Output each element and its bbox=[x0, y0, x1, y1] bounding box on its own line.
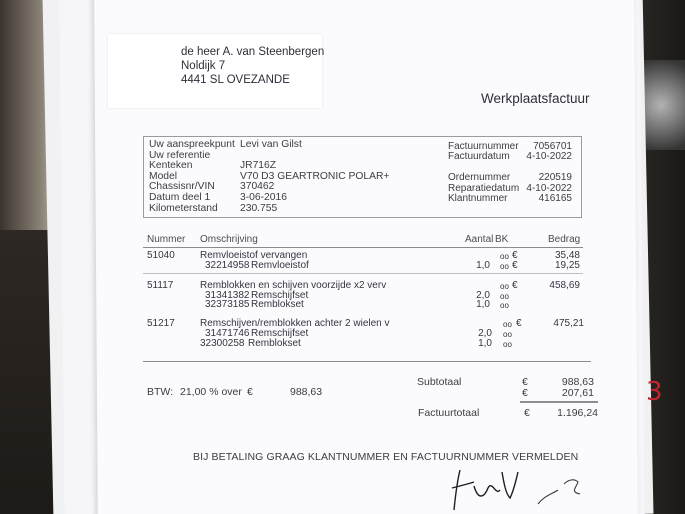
group-2-bk: oo bbox=[500, 282, 509, 291]
value-chassisnr: 370462 bbox=[240, 181, 275, 193]
group-1-line-1-bedrag: 19,25 bbox=[554, 260, 580, 271]
label-factuurnummer: Factuurnummer bbox=[448, 141, 519, 152]
value-ordernummer: 220519 bbox=[538, 172, 572, 184]
group-1-bedrag: 35,48 bbox=[554, 250, 580, 261]
group-3-nummer: 51217 bbox=[147, 318, 175, 329]
table-bottom-rule bbox=[143, 361, 591, 362]
value-reparatiedatum: 4-10-2022 bbox=[526, 182, 572, 194]
label-referentie: Uw referentie bbox=[149, 149, 211, 161]
payment-notice: BIJ BETALING GRAAG KLANTNUMMER EN FACTUURNUMMER VERMELDEN bbox=[193, 451, 579, 463]
recipient-city: 4441 SL OVEZANDE bbox=[181, 74, 290, 86]
group-2-line-1-bk: oo bbox=[500, 292, 509, 301]
document-title: Werkplaatsfactuur bbox=[481, 91, 590, 106]
group-1-euro: € bbox=[512, 250, 518, 261]
group-3-line-2-code: 32300258 bbox=[200, 338, 245, 349]
group-2-desc: Remblokken en schijven voorzijde x2 verv bbox=[200, 280, 387, 291]
col-header-bedrag: Bedrag bbox=[548, 234, 581, 245]
col-header-bk: BK bbox=[495, 234, 509, 245]
table-header-rule bbox=[143, 247, 583, 248]
group-1-line-1-euro: € bbox=[512, 260, 518, 271]
label-ordernummer: Ordernummer bbox=[448, 172, 511, 184]
group-3-desc: Remschijven/remblokken achter 2 wielen v bbox=[200, 318, 390, 329]
factuurtotaal-euro: € bbox=[524, 407, 530, 419]
value-factuurdatum: 4-10-2022 bbox=[526, 151, 572, 163]
btw-euro: € bbox=[247, 386, 253, 398]
value-factuurnummer: 7056701 bbox=[533, 141, 572, 152]
col-header-nummer: Nummer bbox=[147, 234, 186, 245]
btw-label: BTW: bbox=[147, 386, 174, 398]
handwritten-red-mark: 3 bbox=[646, 377, 663, 407]
btw-rate: 21,00 % over bbox=[180, 386, 242, 398]
col-header-aantal: Aantal bbox=[465, 234, 494, 245]
group-2-euro: € bbox=[512, 280, 518, 291]
label-kenteken: Kenteken bbox=[149, 160, 193, 172]
group-2-line-1-aantal: 2,0 bbox=[476, 290, 490, 301]
recipient-name: de heer A. van Steenbergen bbox=[181, 46, 325, 58]
group-2-line-2-aantal: 1,0 bbox=[476, 299, 490, 310]
group-2-line-2-bk: oo bbox=[500, 301, 509, 310]
btw-total-euro: € bbox=[522, 387, 528, 399]
group-2-line-2-code: 32373185 bbox=[205, 299, 250, 310]
label-kilometerstand: Kilometerstand bbox=[149, 202, 218, 214]
group-2-line-1-code: 31341382 bbox=[205, 290, 250, 301]
subtotaal-label: Subtotaal bbox=[417, 376, 462, 388]
group-3-bk: oo bbox=[503, 320, 512, 329]
value-datum-deel1: 3-06-2016 bbox=[240, 191, 287, 203]
value-model: V70 D3 GEARTRONIC POLAR+ bbox=[240, 170, 390, 182]
group-2-nummer: 51117 bbox=[147, 280, 174, 291]
group-1-line-1-bk: oo bbox=[500, 262, 509, 271]
btw-base: 988,63 bbox=[290, 386, 323, 398]
group-1-nummer: 51040 bbox=[147, 250, 175, 261]
group-1-line-1-aantal: 1,0 bbox=[476, 260, 490, 271]
info-values bbox=[240, 140, 389, 214]
label-factuurdatum: Factuurdatum bbox=[448, 151, 510, 163]
label-reparatiedatum: Reparatiedatum bbox=[448, 182, 520, 194]
handwritten-signature bbox=[440, 460, 590, 514]
group-1-line-1-code: 32214958 bbox=[205, 260, 250, 271]
label-chassisnr: Chassisnr/VIN bbox=[149, 181, 215, 193]
group-1-desc: Remvloeistof vervangen bbox=[200, 250, 308, 261]
subtotaal-euro: € bbox=[522, 376, 528, 388]
label-model: Model bbox=[149, 170, 178, 182]
group-3-line-2-bk: oo bbox=[503, 340, 512, 349]
group-1-rule bbox=[143, 273, 583, 274]
value-aanspreekpunt: Levi van Gilst bbox=[240, 139, 302, 150]
factuurtotaal-label: Factuurtotaal bbox=[418, 407, 480, 419]
group-2-line-2-desc: Remblokset bbox=[251, 299, 304, 310]
label-aanspreekpunt: Uw aanspreekpunt bbox=[149, 139, 235, 150]
value-kenteken: JR716Z bbox=[240, 160, 277, 172]
group-3-line-1-desc: Remschijfset bbox=[251, 328, 309, 339]
subtotaal-value: 988,63 bbox=[561, 376, 594, 388]
group-2-bedrag: 458,69 bbox=[549, 280, 580, 291]
col-header-omschrijving: Omschrijving bbox=[200, 234, 258, 245]
group-3-line-2-aantal: 1,0 bbox=[478, 338, 492, 349]
info-labels bbox=[149, 140, 235, 214]
group-1-bk: oo bbox=[500, 252, 509, 261]
recipient-street: Noldijk 7 bbox=[181, 60, 226, 72]
group-3-line-2-desc: Remblokset bbox=[248, 338, 301, 349]
group-3-line-1-aantal: 2,0 bbox=[478, 328, 492, 339]
label-datum-deel1: Datum deel 1 bbox=[149, 191, 211, 203]
label-klantnummer: Klantnummer bbox=[448, 193, 508, 205]
btw-total-value: 207,61 bbox=[561, 387, 594, 399]
factuurtotaal-value: 1.196,24 bbox=[557, 407, 598, 419]
totals-rule bbox=[520, 401, 598, 403]
group-3-bedrag: 475,21 bbox=[553, 318, 584, 329]
group-3-euro: € bbox=[516, 318, 522, 329]
recipient-address bbox=[181, 45, 324, 87]
group-3-line-1-bk: oo bbox=[503, 330, 512, 339]
invoice-meta-values bbox=[500, 142, 572, 204]
value-kilometerstand: 230.755 bbox=[240, 202, 278, 214]
group-1-line-1-desc: Remvloeistof bbox=[251, 260, 309, 271]
group-3-line-1-code: 31471746 bbox=[205, 328, 250, 339]
value-klantnummer: 416165 bbox=[538, 193, 572, 205]
group-2-line-1-desc: Remschijfset bbox=[251, 290, 309, 301]
